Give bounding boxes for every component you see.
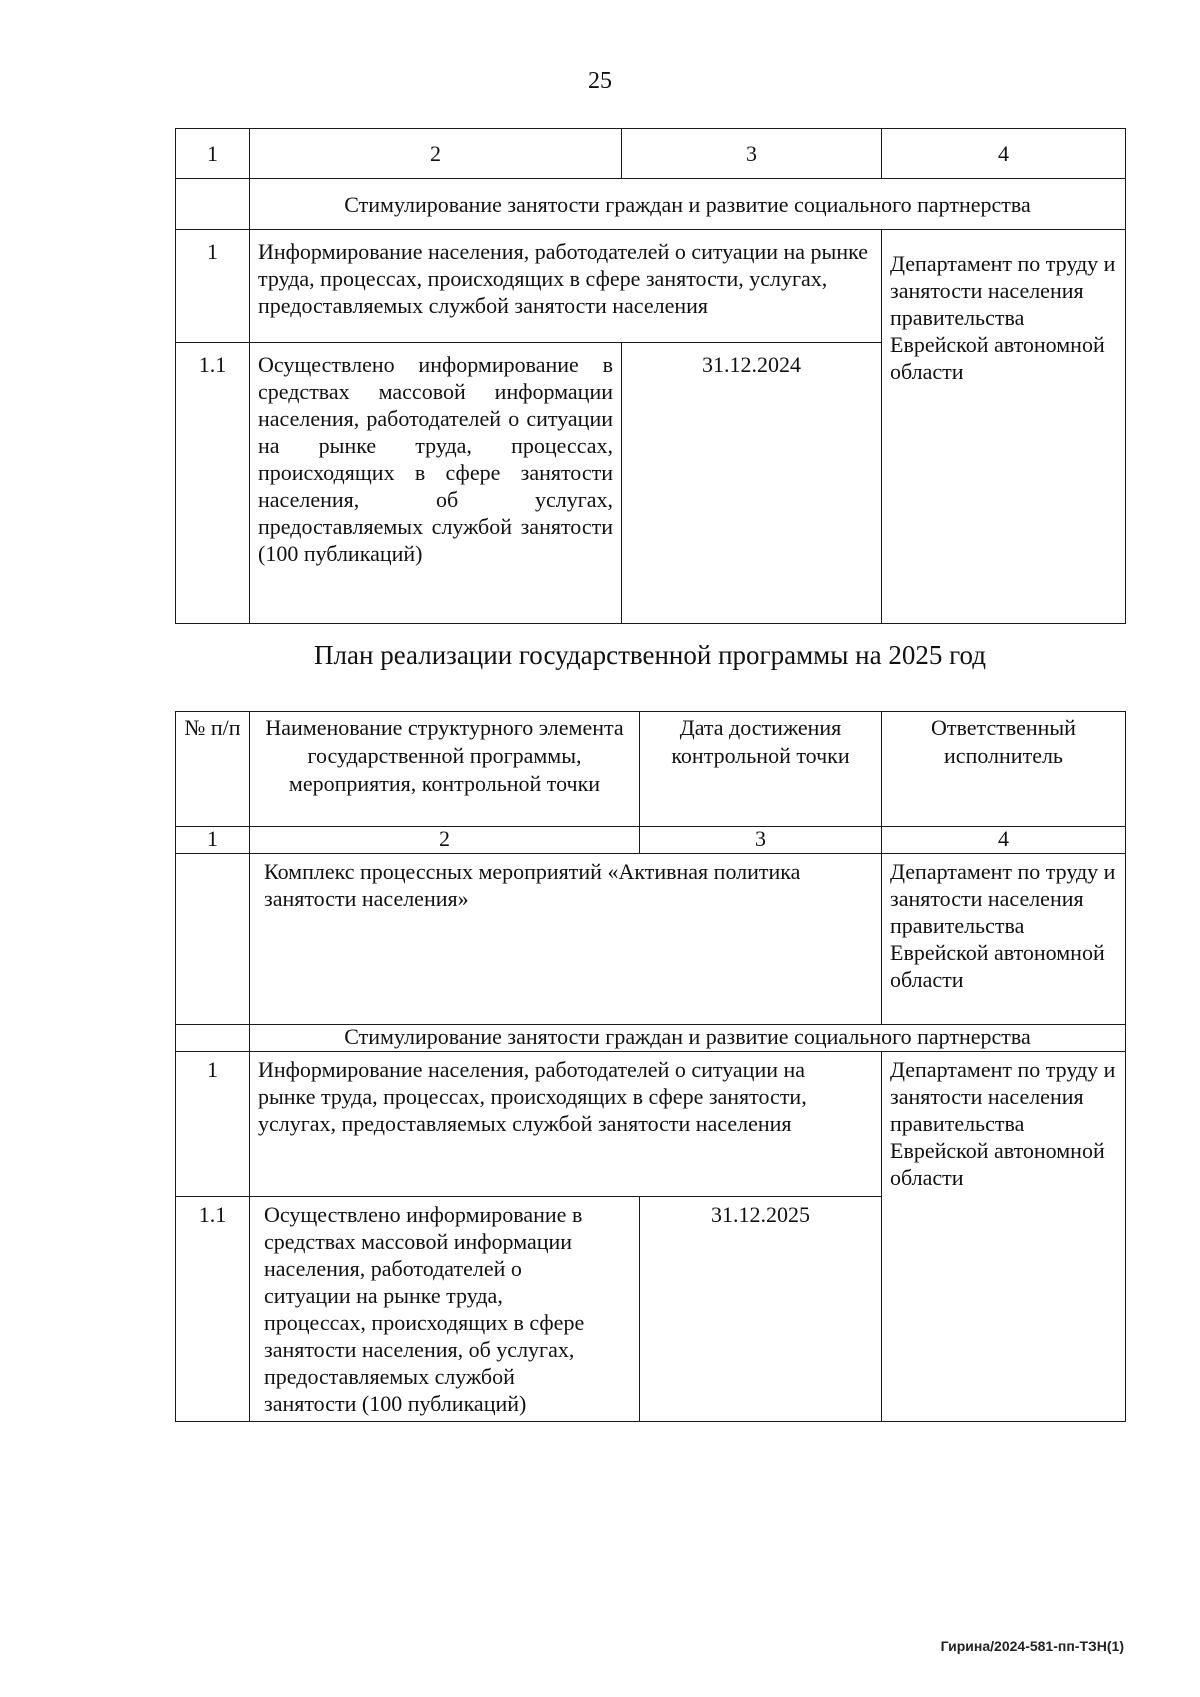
task-text: Информирование населения, работодателей о ситуации на рынке труда, процессах, происходящих в сфере занятости, услугах, предоставляемых службой занятости населения (250, 1052, 882, 1197)
section-row (176, 179, 1126, 230)
complex-row (176, 854, 1126, 1025)
task-row (176, 1052, 1126, 1197)
section-title: Стимулирование занятости граждан и развитие социального партнерства (250, 179, 1126, 230)
column-number: 3 (640, 827, 882, 854)
column-number: 2 (250, 827, 640, 854)
complex-text: Комплекс процессных мероприятий «Активная политика занятости населения» (250, 854, 882, 1025)
header-date: Дата достижения контрольной точки (640, 712, 882, 827)
control-point-text: Осуществлено информирование в средствах массовой информации населения, работодателей о ситуации на рынке труда, процессах, происходящих в сфере занятости населения, об услугах, предоставляемых службой занятости (100 публикаций) (250, 1197, 640, 1422)
header-number: № п/п (176, 712, 250, 827)
column-number: 1 (176, 827, 250, 854)
task-text: Информирование населения, работодателей о ситуации на рынке труда, процессах, происходящих в сфере занятости, услугах, предоставляемых службой занятости населения (250, 230, 882, 343)
column-number: 2 (250, 129, 622, 179)
column-number: 3 (622, 129, 882, 179)
control-point-text: Осуществлено информирование в средствах массовой информации населения, работодателей о ситуации на рынке труда, процессах, происходящих в сфере занятости населения, об услугах, предоставляемых службой занятости (100 публикаций) (250, 343, 622, 624)
column-number: 4 (882, 129, 1126, 179)
document-stamp: Гирина/2024-581-пп-ТЗН(1) (940, 1638, 1124, 1654)
column-numbers-row (176, 129, 1126, 179)
control-point-date: 31.12.2024 (622, 343, 882, 624)
section-title: Стимулирование занятости граждан и развитие социального партнерства (250, 1025, 1126, 1052)
control-point-number: 1.1 (176, 1197, 250, 1422)
column-number: 1 (176, 129, 250, 179)
plan-title: План реализации государственной программы на 2025 год (314, 640, 986, 670)
table-2025 (175, 711, 1126, 1422)
task-number: 1 (176, 1052, 250, 1197)
column-number: 4 (882, 827, 1126, 854)
header-name: Наименование структурного элемента государственной программы, мероприятия, контрольной точки (250, 712, 640, 827)
control-point-date: 31.12.2025 (640, 1197, 882, 1422)
header-row (176, 712, 1126, 827)
page-number: 25 (588, 68, 612, 94)
column-numbers-row (176, 827, 1126, 854)
responsible-executor: Департамент по труду и занятости населения правительства Еврейской автономной области (882, 230, 1126, 624)
complex-responsible: Департамент по труду и занятости населения правительства Еврейской автономной области (882, 854, 1126, 1025)
task-row (176, 230, 1126, 343)
header-responsible: Ответственный исполнитель (882, 712, 1126, 827)
responsible-executor: Департамент по труду и занятости населения правительства Еврейской автономной области (882, 1052, 1126, 1422)
task-number: 1 (176, 230, 250, 343)
table-2024 (175, 128, 1126, 624)
section-row (176, 1025, 1126, 1052)
control-point-number: 1.1 (176, 343, 250, 624)
